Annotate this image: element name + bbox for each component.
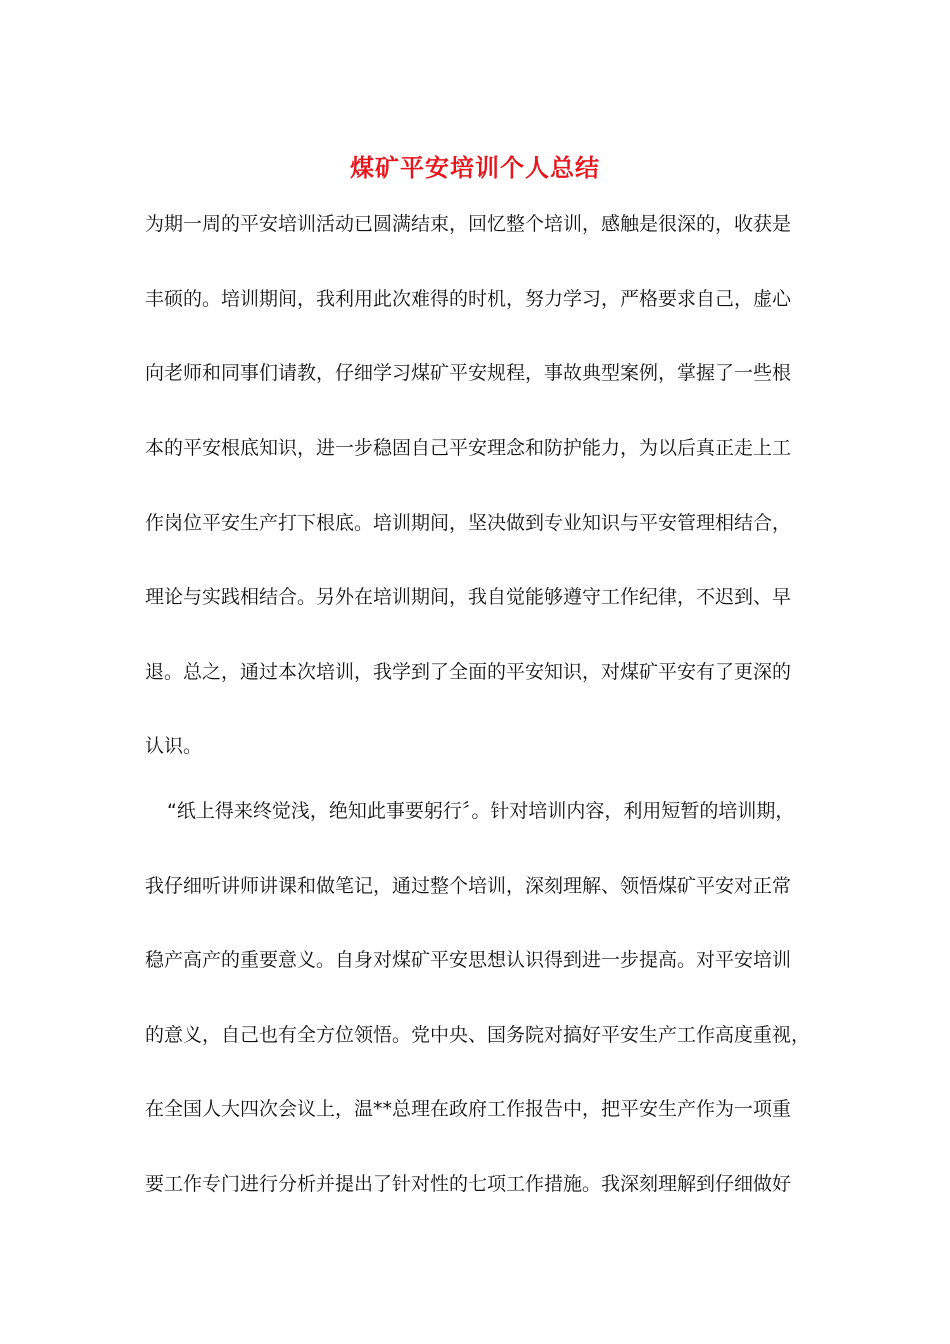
paragraph-line: 为期一周的平安培训活动已圆满结束，回忆整个培训，感触是很深的，收获是: [145, 213, 792, 235]
paragraph-line: 本的平安根底知识，进一步稳固自己平安理念和防护能力，为以后真正走上工: [145, 437, 792, 459]
paragraph-line: 退。总之，通过本次培训，我学到了全面的平安知识，对煤矿平安有了更深的: [145, 661, 792, 683]
paragraph-line: 认识。: [145, 735, 203, 757]
paragraph-line: “纸上得来终觉浅，绝知此事要躬行〞。针对培训内容，利用短暂的培训期，: [167, 800, 795, 822]
paragraph-line: 的意义，自己也有全方位领悟。党中央、国务院对搞好平安生产工作高度重视，: [145, 1024, 811, 1046]
paragraph-line: 理论与实践相结合。另外在培训期间，我自觉能够遵守工作纪律，不迟到、早: [145, 586, 792, 608]
paragraph-line: 我仔细听讲师讲课和做笔记，通过整个培训，深刻理解、领悟煤矿平安对正常: [145, 875, 792, 897]
paragraph-line: 作岗位平安生产打下根底。培训期间，坚决做到专业知识与平安管理相结合，: [145, 512, 792, 534]
document-title: 煤矿平安培训个人总结: [350, 153, 600, 182]
paragraph-line: 向老师和同事们请教，仔细学习煤矿平安规程，事故典型案例，掌握了一些根: [145, 362, 792, 384]
paragraph-line: 要工作专门进行分析并提出了针对性的七项工作措施。我深刻理解到仔细做好: [145, 1173, 792, 1195]
paragraph-line: 稳产高产的重要意义。自身对煤矿平安思想认识得到进一步提高。对平安培训: [145, 949, 792, 971]
paragraph-line: 丰硕的。培训期间，我利用此次难得的时机，努力学习，严格要求自己，虚心: [145, 288, 792, 310]
paragraph-line: 在全国人大四次会议上，温**总理在政府工作报告中，把平安生产作为一项重: [145, 1098, 792, 1120]
